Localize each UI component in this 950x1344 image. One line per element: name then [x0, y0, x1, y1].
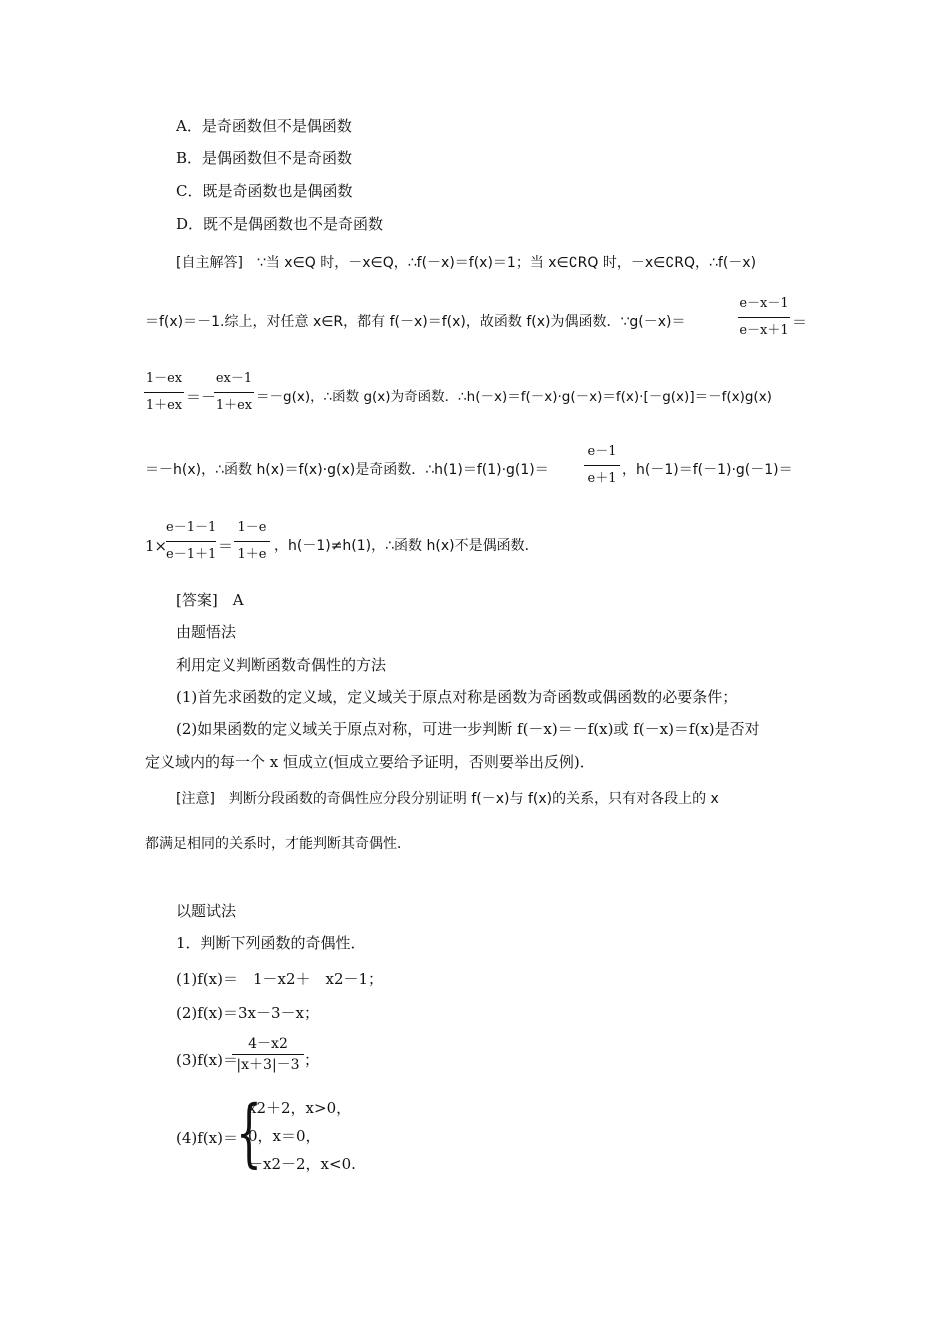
- fraction-numerator: e－x－1: [739, 296, 789, 311]
- fraction-g-neg-x: [738, 296, 790, 339]
- exercise-item-1: (1)f(x)＝ 1－x2＋ x2－1；: [176, 970, 384, 988]
- semicolon: ；: [304, 1051, 320, 1069]
- fraction-denominator: e－1＋1: [166, 547, 217, 562]
- fraction-numerator: 1－e: [237, 520, 267, 535]
- times-sign: 1×: [145, 537, 168, 555]
- fraction-denominator: |x＋3|－3: [236, 1057, 300, 1073]
- fraction-numerator: 4－x2: [248, 1036, 288, 1052]
- method-heading: 由题悟法: [176, 623, 237, 641]
- fraction-1-minus-ex: [144, 371, 184, 414]
- fraction-1-minus-e: [234, 520, 270, 563]
- note-line-2: 都满足相同的关系时，才能判断其奇偶性．: [145, 836, 411, 852]
- piecewise-case-1: x2＋2，x>0，: [248, 1099, 352, 1117]
- exercise-item-3-label: (3)f(x)＝: [176, 1051, 238, 1069]
- solution-line-5: ，h(－1)≠h(1)，∴函数 h(x)不是偶函数．: [274, 538, 539, 554]
- fraction-numerator: ex－1: [215, 371, 253, 386]
- fraction-g1: [584, 444, 620, 487]
- option-b: B．是偶函数但不是奇函数: [176, 149, 353, 167]
- fraction-denominator: 1＋e: [237, 547, 267, 562]
- fraction-g-neg-1: [166, 520, 216, 563]
- option-d: D．既不是偶函数也不是奇函数: [176, 215, 384, 233]
- equals-sign: ＝: [218, 537, 234, 555]
- method-point-1: (1)首先求函数的定义域，定义域关于原点对称是函数为奇函数或偶函数的必要条件；: [176, 688, 738, 706]
- exercise-item-4-label: (4)f(x)＝: [176, 1129, 238, 1147]
- option-a: A．是奇函数但不是偶函数: [176, 117, 352, 135]
- fraction-numerator: 1－ex: [145, 371, 183, 386]
- fraction-denominator: e－x＋1: [739, 323, 789, 338]
- exercise-item-3-fraction: [232, 1036, 304, 1073]
- piecewise-brace: {: [236, 1090, 262, 1176]
- fraction-denominator: 1＋ex: [145, 398, 183, 413]
- fraction-numerator: e－1－1: [166, 520, 217, 535]
- solution-line-3: ＝－g(x)，∴函数 g(x)为奇函数．∴h(－x)＝f(－x)·g(－x)＝f(x)·[－g(x)]＝－f(x)g(x): [256, 389, 772, 405]
- fraction-numerator: e－1: [587, 444, 617, 459]
- fraction-ex-minus-1: [214, 371, 254, 414]
- exercise-heading: 以题试法: [176, 902, 237, 920]
- option-c: C．既是奇函数也是偶函数: [176, 182, 353, 200]
- solution-line-1: [自主解答] ∵当 x∈Q 时，－x∈Q，∴f(－x)＝f(x)＝1；当 x∈∁RQ 时，－x∈∁RQ，∴f(－x): [176, 255, 757, 271]
- exercise-question: 1．判断下列函数的奇偶性．: [176, 934, 366, 952]
- note-line-1: [注意] 判断分段函数的奇偶性应分段分别证明 f(－x)与 f(x)的关系，只有对各段上的 x: [176, 791, 719, 807]
- method-point-2a: (2)如果函数的定义域关于原点对称，可进一步判断 f(－x)＝－f(x)或 f(－x)＝f(x)是否对: [176, 720, 760, 738]
- method-subheading: 利用定义判断函数奇偶性的方法: [176, 656, 387, 674]
- equals-minus: ＝－: [186, 388, 217, 406]
- fraction-denominator: e＋1: [587, 471, 617, 486]
- method-point-2b: 定义域内的每一个 x 恒成立(恒成立要给予证明，否则要举出反例)．: [145, 753, 595, 771]
- solution-line-2: ＝f(x)＝－1.综上，对任意 x∈R，都有 f(－x)＝f(x)，故函数 f(x)为偶函数．∵g(－x)＝: [145, 314, 686, 330]
- fraction-denominator: 1＋ex: [215, 398, 253, 413]
- piecewise-case-2: 0，x＝0，: [248, 1127, 321, 1145]
- piecewise-case-3: －x2－2，x<0.: [248, 1155, 356, 1173]
- solution-line-4: ＝－h(x)，∴函数 h(x)＝f(x)·g(x)是奇函数．∴h(1)＝f(1)·g(1)＝: [145, 462, 549, 478]
- solution-line-4-post: ，h(－1)＝f(－1)·g(－1)＝: [622, 462, 793, 478]
- answer: [答案] A: [176, 591, 244, 609]
- equals-sign: ＝: [792, 313, 808, 331]
- exercise-item-2: (2)f(x)＝3x－3－x；: [176, 1004, 319, 1022]
